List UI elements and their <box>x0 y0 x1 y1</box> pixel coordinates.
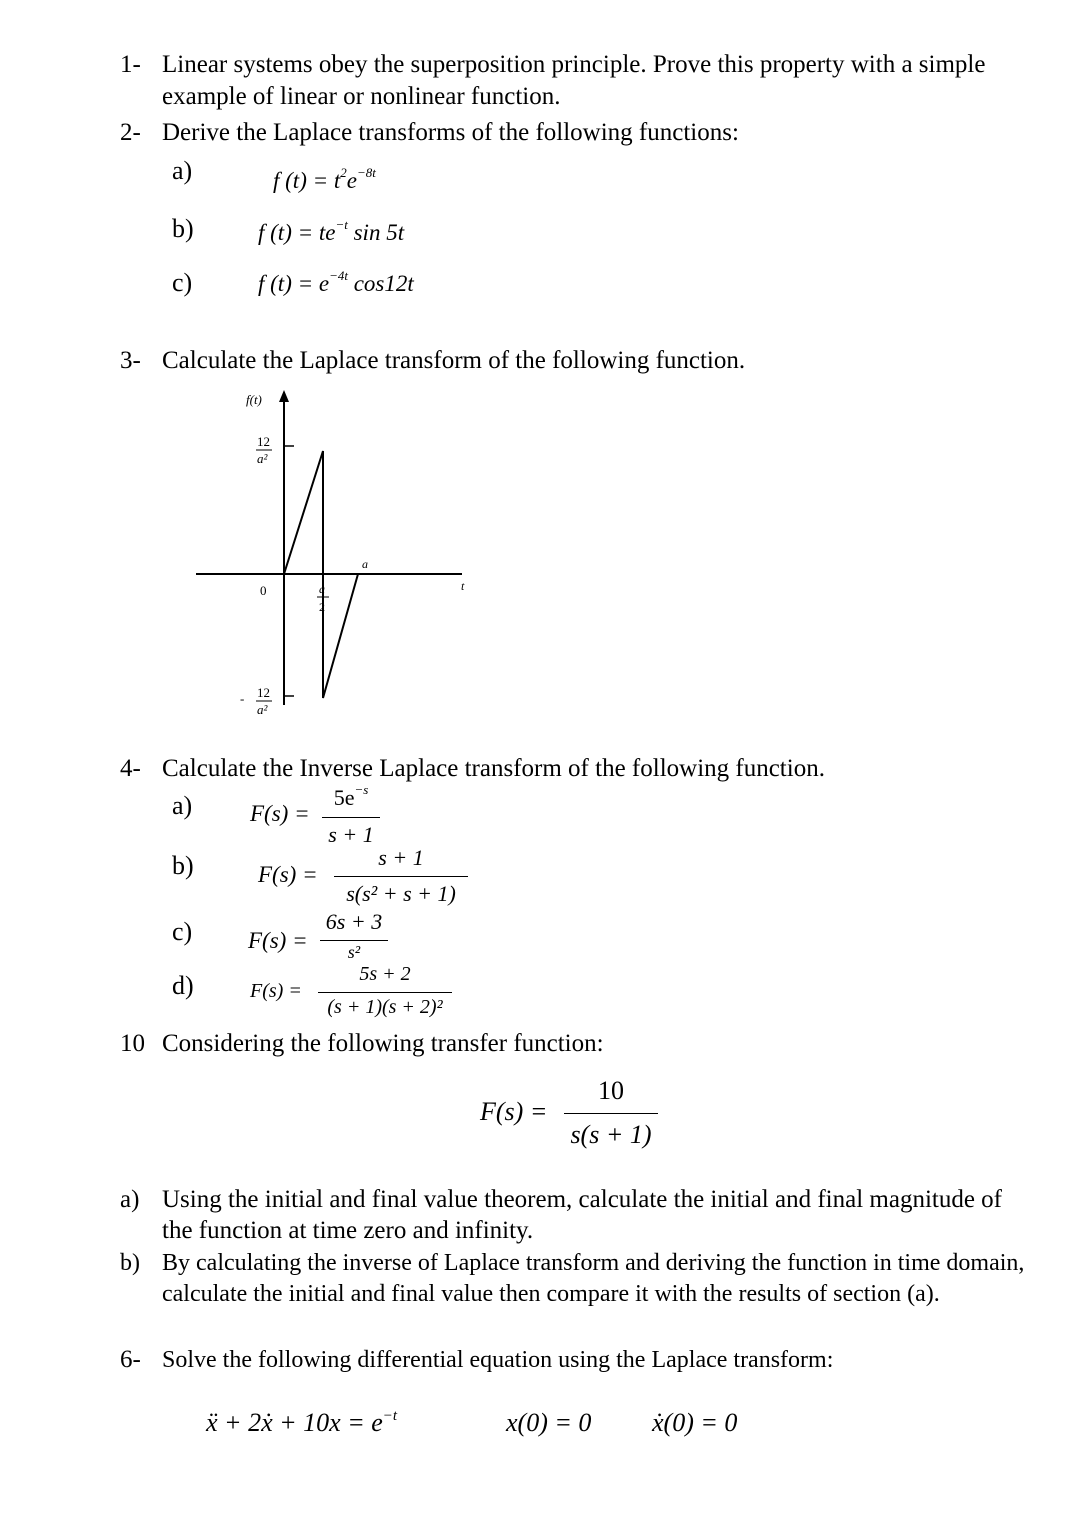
q5-part-b-line2: calculate the initial and final value then compare it with the results of section (a). <box>162 1281 940 1307</box>
q4-part-b-numerator: s + 1 <box>378 845 424 870</box>
q2-text: Derive the Laplace transforms of the following functions: <box>162 119 739 146</box>
q2-part-c-label: c) <box>172 268 193 297</box>
q1-text-line2: example of linear or nonlinear function. <box>162 83 561 110</box>
half-label-den: 2 <box>319 600 325 614</box>
q3-text: Calculate the Laplace transform of the following function. <box>162 347 746 374</box>
a-label: a <box>362 557 368 571</box>
q2-part-c-formula: f $(t) = e^{-4t}$ cos12t <box>258 268 414 296</box>
q6-initial-condition-1: x(0) = 0 <box>506 1408 592 1437</box>
bottom-label-sign: - <box>240 691 245 706</box>
q5-part-b-label: b) <box>120 1250 140 1276</box>
q4-part-d-lhs: F(s) = <box>250 980 302 1002</box>
q4-part-b-fraction-bar <box>334 876 468 877</box>
top-label-den: a² <box>257 451 268 466</box>
half-label-num: a <box>319 582 325 596</box>
q2-number: 2- <box>120 119 141 146</box>
q4-text: Calculate the Inverse Laplace transform of the following function. <box>162 755 825 782</box>
q4-part-a-lhs: F(s) = <box>250 801 310 826</box>
y-axis-label: f(t) <box>246 392 262 407</box>
q3-number: 3- <box>120 347 141 374</box>
q4-part-c-label: c) <box>172 917 193 946</box>
q5-part-a-line2: the function at time zero and infinity. <box>162 1217 534 1244</box>
q2-part-b-formula: f $(t) = te^{-t}$ sin 5t <box>258 217 405 245</box>
q1-number: 1- <box>120 51 141 78</box>
q4-part-a-numerator: $5e^{-s}$ <box>333 782 369 810</box>
signal-falling-ramp <box>323 574 358 698</box>
q2-part-a-formula: f $(t) = t^2e^{-8t}$ <box>273 165 376 193</box>
q5-denominator: s(s + 1) <box>570 1120 652 1149</box>
q5-numerator: 10 <box>598 1076 624 1105</box>
y-axis-arrow <box>279 390 289 402</box>
origin-label: 0 <box>260 583 267 598</box>
top-label-num: 12 <box>257 434 270 449</box>
bottom-label-num: 12 <box>257 685 270 700</box>
q4-part-d-denominator: (s + 1)(s + 2)² <box>327 996 443 1018</box>
q5-part-a-label: a) <box>120 1186 140 1213</box>
bottom-label-den: a² <box>257 702 268 717</box>
q4-part-a-label: a) <box>172 791 193 820</box>
q6-equation: ẍ + 2ẋ + $10x = e^{-t}$ <box>206 1408 398 1437</box>
q4-part-d-numerator: 5s + 2 <box>359 963 411 985</box>
q6-text: Solve the following differential equation using the Laplace transform: <box>162 1347 834 1373</box>
q5-number: 10 <box>120 1030 145 1057</box>
q4-number: 4- <box>120 755 141 782</box>
q4-part-c-numerator: 6s + 3 <box>325 909 383 934</box>
q4-part-a-fraction-bar <box>322 817 380 818</box>
q5-text: Considering the following transfer function: <box>162 1030 604 1057</box>
q4-part-c-lhs: F(s) = <box>248 928 308 953</box>
q4-part-d-label: d) <box>172 971 194 1000</box>
q5-fraction-bar <box>564 1113 658 1114</box>
q3-graph-svg <box>0 380 1080 730</box>
q5-part-a-line1: Using the initial and final value theorem, calculate the initial and final magnitude of <box>162 1186 1003 1213</box>
q2-part-a-label: a) <box>172 156 193 185</box>
q4-part-b-denominator: s(s² + s + 1) <box>346 881 456 906</box>
q6-initial-condition-2: ẋ(0) = 0 <box>652 1408 738 1437</box>
q4-part-b-label: b) <box>172 851 194 880</box>
signal-rising-ramp <box>284 451 323 574</box>
q4-part-d-fraction-bar <box>318 992 452 993</box>
q5-lhs: F(s) = <box>480 1097 548 1126</box>
q5-part-b-line1: By calculating the inverse of Laplace transform and deriving the function in time domain, <box>162 1250 1025 1276</box>
q2-part-b-label: b) <box>172 214 194 243</box>
q1-text-line1: Linear systems obey the superposition principle. Prove this property with a simple <box>162 51 986 78</box>
q6-number: 6- <box>120 1346 141 1373</box>
q4-part-b-lhs: F(s) = <box>258 862 318 887</box>
q4-part-a-denominator: s + 1 <box>328 822 374 847</box>
x-axis-label: t <box>461 579 465 593</box>
q3-graph <box>0 380 1080 730</box>
q4-part-c-denominator: s² <box>347 942 361 962</box>
